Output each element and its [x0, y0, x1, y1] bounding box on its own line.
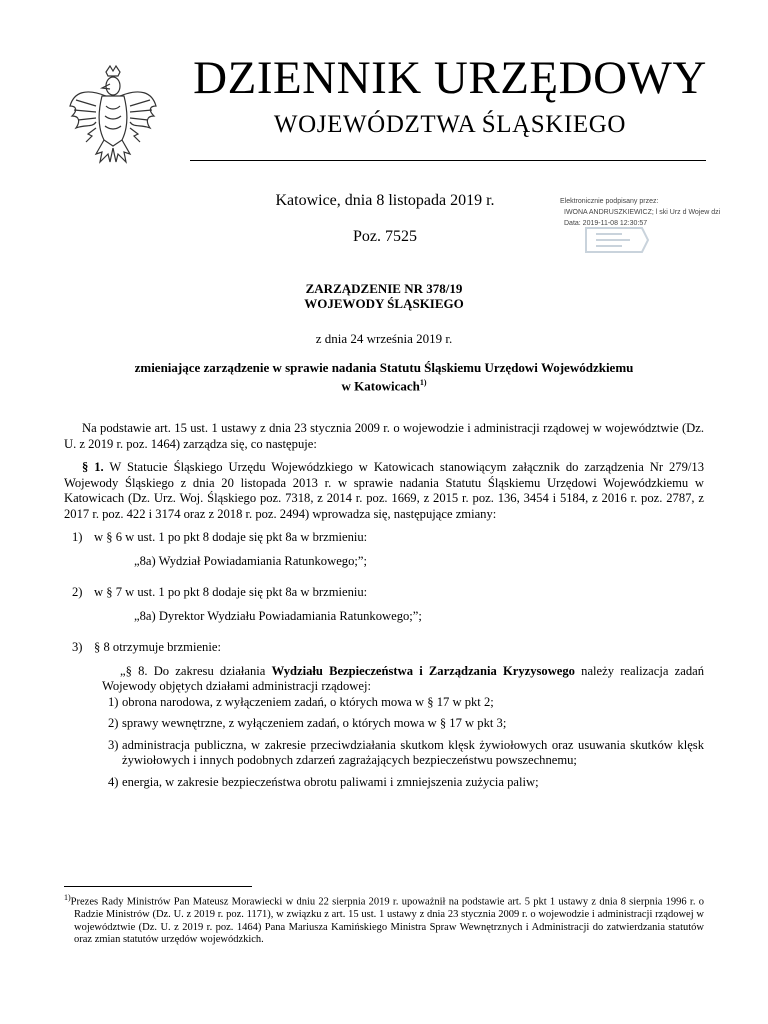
footnote-marker: 1): [64, 893, 71, 902]
section-8-item: 3) administracja publiczna, w zakresie przeciwdziałania skutkom klęsk żywiołowych oraz usuwania skutków klęsk żywiołowych i innych podobnych zdarzeń zagrażających bezpieczeństwu powszechnemu;: [108, 737, 704, 767]
ordinance-subject: zmieniające zarządzenie w sprawie nadania Statutu Śląskiemu Urzędowi Wojewódzkiemu w Katowicach$^{1)}$: [134, 360, 634, 394]
section-8-item: 4) energia, w zakresie bezpieczeństwa obrotu paliwami i zmniejszenia zużycia paliw;: [108, 774, 539, 789]
amendment-item: 1) w § 6 w ust. 1 po pkt 8 dodaje się pkt 8a w brzmieniu: „8a) Wydział Powiadamiania Ratunkowego;”;: [64, 530, 704, 569]
electronic-signature-block: [560, 196, 765, 256]
signature-logo-icon: [582, 224, 652, 256]
amendment-quote: „8a) Wydział Powiadamiania Ratunkowego;”;: [134, 553, 367, 568]
footnote-text: Prezes Rady Ministrów Pan Mateusz Morawiecki w dniu 22 sierpnia 2019 r. upoważnił na podstawie art. 5 pkt 1 ustawy z dnia 8 sierpnia 1996 r. o Radzie Ministrów (Dz. U. z 2019 r. poz. 1171), w związku z art. 15 ust. 1 ustawy z dnia 23 stycznia 2009 r. o wojewodzie i administracji rządowej w województwie (Dz. U. z 2019 r. poz. 1464) Pana Mariusza Kamińskiego Ministra Spraw Wewnętrznych i Administracji do zatwierdzania statutów oraz zmian statutów urzędów wojewódzkich.: [70, 896, 704, 945]
section-8-item: 2) sprawy wewnętrzne, z wyłączeniem zadań, o których mowa w § 17 w pkt 3;: [108, 716, 507, 730]
footnote-divider: [64, 886, 252, 887]
intro-paragraph: Na podstawie art. 15 ust. 1 ustawy z dnia 23 stycznia 2009 r. o wojewodzie i administracji rządowej w województwie (Dz. U. z 2019 r. poz. 1464) zarządza się, co następuje:: [64, 421, 704, 451]
amendment-item: 3) § 8 otrzymuje brzmienie:: [72, 640, 221, 654]
signature-line-1: Elektronicznie podpisany przez:: [560, 198, 659, 205]
section-8-item: 1) obrona narodowa, z wyłączeniem zadań, o których mowa w § 17 w pkt 2;: [108, 694, 494, 709]
journal-title: DZIENNIK URZĘDOWY: [193, 52, 707, 104]
journal-subtitle: WOJEWÓDZTWA ŚLĄSKIEGO: [273, 111, 627, 138]
ordinance-title: ZARZĄDZENIE NR 378/19 WOJEWODY ŚLĄSKIEGO: [304, 281, 464, 311]
ordinance-date: z dnia 24 września 2019 r.: [315, 331, 453, 346]
publication-city-date: Katowice, dnia 8 listopada 2019 r.: [275, 192, 495, 209]
amendment-item: 2) w § 7 w ust. 1 po pkt 8 dodaje się pkt 8a w brzmieniu: „8a) Dyrektor Wydziału Powiadamiania Ratunkowego;”;: [64, 585, 704, 624]
publication-position: Poz. 7525: [353, 228, 417, 245]
ordinance-body: [64, 421, 704, 796]
masthead-divider: [190, 160, 706, 161]
signature-line-3: Data: 2019-11-08 12:30:57: [564, 220, 648, 227]
section-8-paragraph: „§ 8. Do zakresu działania Wydziału Bezpieczeństwa i Zarządzania Kryzysowego należy realizacja zadań Wojewody objętych działami administracji rządowej:: [102, 663, 705, 693]
section-1-paragraph: § 1. W Statucie Śląskiego Urzędu Wojewódzkiego w Katowicach stanowiącym załącznik do zarządzenia Nr 279/13 Wojewody Śląskiego z dnia 20 listopada 2013 r. w sprawie nadania Statutu Śląskiemu Urzędowi Wojewódzkiemu w Katowicach (Dz. Urz. Woj. Śląskiego poz. 7318, z 2014 r. poz. 1669, z 2015 r. poz. 136, 3454 i 5184, z 2016 r. poz. 2787, z 2017 r. poz. 422 i 3174 oraz z 2018 r. poz. 2494) wprowadza się, następujące zmiany:: [64, 460, 704, 521]
signature-line-2: IWONA ANDRUSZKIEWICZ; l ski Urz d Wojew dzi: [564, 209, 721, 216]
footnote-reference[interactable]: 1): [419, 378, 427, 387]
footnote: [64, 892, 704, 947]
polish-eagle-emblem-icon: [66, 62, 160, 168]
amendment-quote: „8a) Dyrektor Wydziału Powiadamiania Ratunkowego;”;: [134, 608, 422, 623]
